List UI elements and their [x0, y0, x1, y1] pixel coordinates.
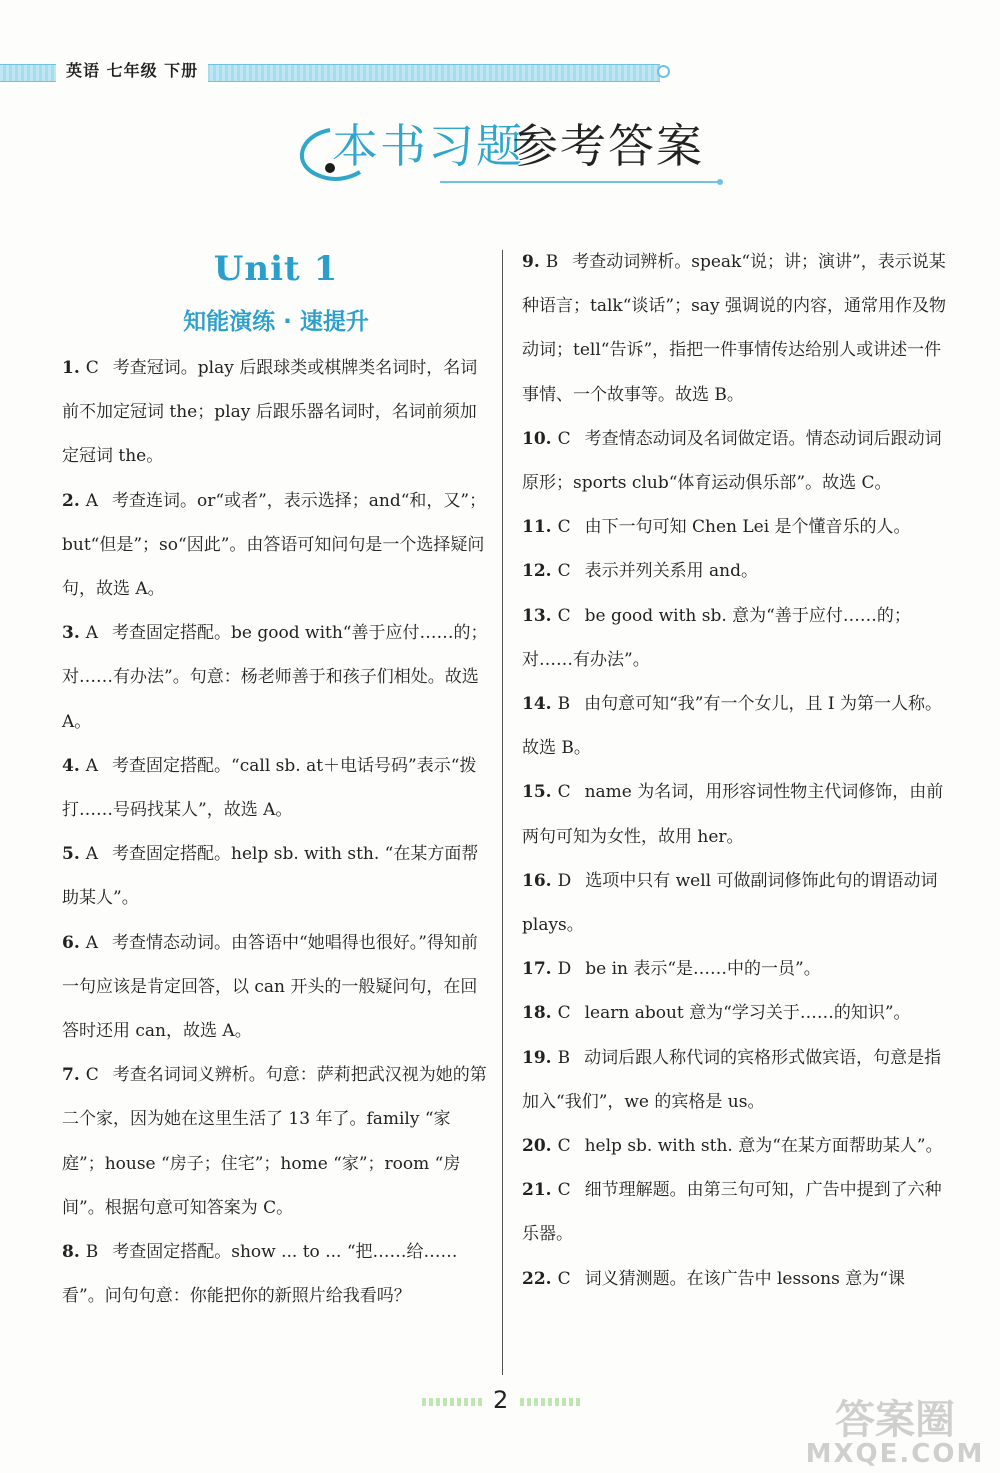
answer-number: 10.: [522, 428, 552, 449]
answer-number: 19.: [522, 1047, 552, 1068]
answer-explanation: 考查冠词。play 后跟球类或棋牌类名词时，名词前不加定冠词 the；play 后跟乐器名词时，名词前须加定冠词 the。: [62, 358, 478, 467]
answer-number: 4.: [62, 755, 80, 776]
watermark-line-1: 答案圈: [835, 1397, 955, 1443]
answer-choice: D: [557, 870, 572, 891]
answer-choice: C: [557, 1180, 571, 1201]
answer-explanation: 词义猜测题。在该广告中 lessons 意为“课: [584, 1268, 905, 1289]
answer-number: 15.: [522, 782, 552, 803]
right-column: [522, 240, 952, 1301]
answer-choice: C: [557, 1003, 571, 1024]
answer-item: [522, 505, 952, 549]
answer-banner: [290, 110, 730, 200]
section-title: 知能演练 · 速提升: [183, 309, 369, 335]
answer-choice: D: [557, 959, 572, 980]
answer-choice: C: [557, 1268, 571, 1289]
answer-item: [522, 549, 952, 593]
unit-title: Unit 1: [213, 249, 339, 289]
answer-explanation: 考查连词。or“或者”，表示选择；and“和，又”；but“但是”；so“因此”。由答语可知问句是一个选择疑问句，故选 A。: [62, 490, 487, 600]
answer-explanation: 表示并列关系用 and。: [584, 561, 758, 582]
header-title: 英语 七年级 下册: [56, 58, 208, 84]
answer-choice: A: [85, 932, 99, 953]
answer-item: [522, 1257, 952, 1301]
answer-explanation: 动词后跟人称代词的宾格形式做宾语，句意是指加入“我们”，we 的宾格是 us。: [522, 1047, 942, 1112]
footer-deco-right: [520, 1398, 580, 1406]
footer-deco-left: [422, 1398, 482, 1406]
answer-number: 7.: [62, 1065, 80, 1086]
answer-item: [522, 1124, 952, 1168]
answer-item: [62, 832, 490, 920]
answer-explanation: 考查名词词义辨析。句意：萨莉把武汉视为她的第二个家，因为她在这里生活了 13 年了。family “家庭”；house “房子；住宅”；home “家”；room “房间”。根据句意可知答案为 C。: [62, 1065, 487, 1218]
answer-number: 8.: [62, 1242, 80, 1263]
answer-number: 3.: [62, 623, 80, 644]
answer-number: 1.: [62, 358, 80, 378]
answer-number: 13.: [522, 605, 552, 626]
answer-item: [522, 594, 952, 682]
watermark-line-2: MXQE.COM: [805, 1439, 985, 1469]
answer-choice: A: [85, 844, 99, 865]
answer-number: 21.: [522, 1180, 552, 1201]
answer-item: [62, 1230, 490, 1318]
answer-item: [522, 1036, 952, 1124]
answer-choice: C: [557, 517, 571, 538]
answer-choice: A: [85, 755, 99, 776]
answer-number: 9.: [522, 252, 540, 272]
answer-choice: B: [545, 252, 559, 272]
answer-choice: B: [557, 694, 571, 715]
answer-explanation: 考查固定搭配。help sb. with sth. “在某方面帮助某人”。: [62, 844, 479, 909]
answer-number: 5.: [62, 844, 80, 865]
answer-choice: C: [557, 605, 571, 626]
answer-item: [522, 240, 952, 417]
answer-item: [62, 921, 490, 1054]
answer-number: 11.: [522, 517, 552, 538]
watermark-logo: [800, 1397, 990, 1470]
page-header: [0, 56, 670, 82]
answer-item: [522, 770, 952, 858]
answer-explanation: 考查动词辨析。speak“说；讲；演讲”，表示说某种语言；talk“谈话”；say 强调说的内容，通常用作及物动词；tell“告诉”，指把一件事情传达给别人或讲述一件事情、一个故事等。故选 B。: [522, 252, 946, 405]
answer-explanation: 细节理解题。由第三句可知，广告中提到了六种乐器。: [522, 1180, 942, 1245]
answer-number: 12.: [522, 561, 552, 582]
answer-item: [62, 346, 490, 479]
answer-choice: C: [557, 428, 571, 449]
answer-number: 16.: [522, 870, 552, 891]
banner-title-part-1: 本书习题: [332, 119, 524, 173]
header-dot-icon: [657, 65, 670, 78]
answer-explanation: 选项中只有 well 可做副词修饰此句的谓语动词 plays。: [522, 870, 938, 936]
right-answer-list: [522, 240, 952, 1301]
answer-item: [62, 1053, 490, 1230]
answer-item: [522, 682, 952, 770]
answer-explanation: 由句意可知“我”有一个女儿，且 I 为第一人称。故选 B。: [522, 694, 942, 759]
answer-explanation: 由下一句可知 Chen Lei 是个懂音乐的人。: [584, 517, 911, 538]
answer-explanation: 考查情态动词。由答语中“她唱得也很好。”得知前一句应该是肯定回答，以 can 开头的一般疑问句，在回答时还用 can，故选 A。: [62, 932, 478, 1042]
answer-item: [522, 991, 952, 1035]
answer-explanation: 考查固定搭配。be good with“善于应付……的；对……有办法”。句意：杨老师善于和孩子们相处。故选 A。: [62, 623, 488, 732]
answer-number: 18.: [522, 1003, 552, 1024]
answer-choice: C: [85, 358, 99, 378]
answer-number: 2.: [62, 490, 80, 511]
answer-number: 14.: [522, 694, 552, 715]
answer-choice: C: [557, 1136, 571, 1157]
answer-item: [62, 611, 490, 744]
answer-explanation: 考查固定搭配。“call sb. at＋电话号码”表示“拨打……号码找某人”，故选 A。: [62, 755, 477, 821]
left-column: [62, 240, 490, 1318]
answer-explanation: help sb. with sth. 意为“在某方面帮助某人”。: [584, 1136, 943, 1157]
answer-explanation: be good with sb. 意为“善于应付……的；对……有办法”。: [522, 605, 911, 670]
answer-item: [522, 859, 952, 947]
answer-item: [62, 479, 490, 612]
answer-explanation: be in 表示“是……中的一员”。: [585, 959, 821, 980]
answer-item: [522, 417, 952, 505]
answer-choice: B: [557, 1047, 571, 1068]
answer-number: 6.: [62, 932, 80, 953]
answer-explanation: 考查固定搭配。show ... to ... “把……给……看”。问句句意：你能把你的新照片给我看吗？: [62, 1242, 458, 1307]
answer-explanation: name 为名词，用形容词性物主代词修饰，由前两句可知为女性，故用 her。: [522, 782, 944, 847]
answer-explanation: learn about 意为“学习关于……的知识”。: [584, 1003, 911, 1024]
answer-item: [522, 947, 952, 991]
answer-choice: B: [85, 1242, 99, 1263]
answer-item: [62, 744, 490, 832]
answer-number: 22.: [522, 1268, 552, 1289]
answer-choice: A: [85, 490, 99, 511]
answer-choice: C: [557, 782, 571, 803]
answer-number: 17.: [522, 959, 552, 980]
answer-choice: C: [85, 1065, 99, 1086]
answer-choice: C: [557, 561, 571, 582]
answer-explanation: 考查情态动词及名词做定语。情态动词后跟动词原形；sports club“体育运动俱乐部”。故选 C。: [522, 428, 942, 494]
banner-title-part-2: 参考答案: [512, 119, 704, 173]
answer-number: 20.: [522, 1136, 552, 1157]
answer-choice: A: [85, 623, 99, 644]
column-divider: [502, 250, 503, 1375]
answer-item: [522, 1168, 952, 1256]
page-number: 2: [493, 1386, 509, 1414]
left-answer-list: [62, 346, 490, 1318]
